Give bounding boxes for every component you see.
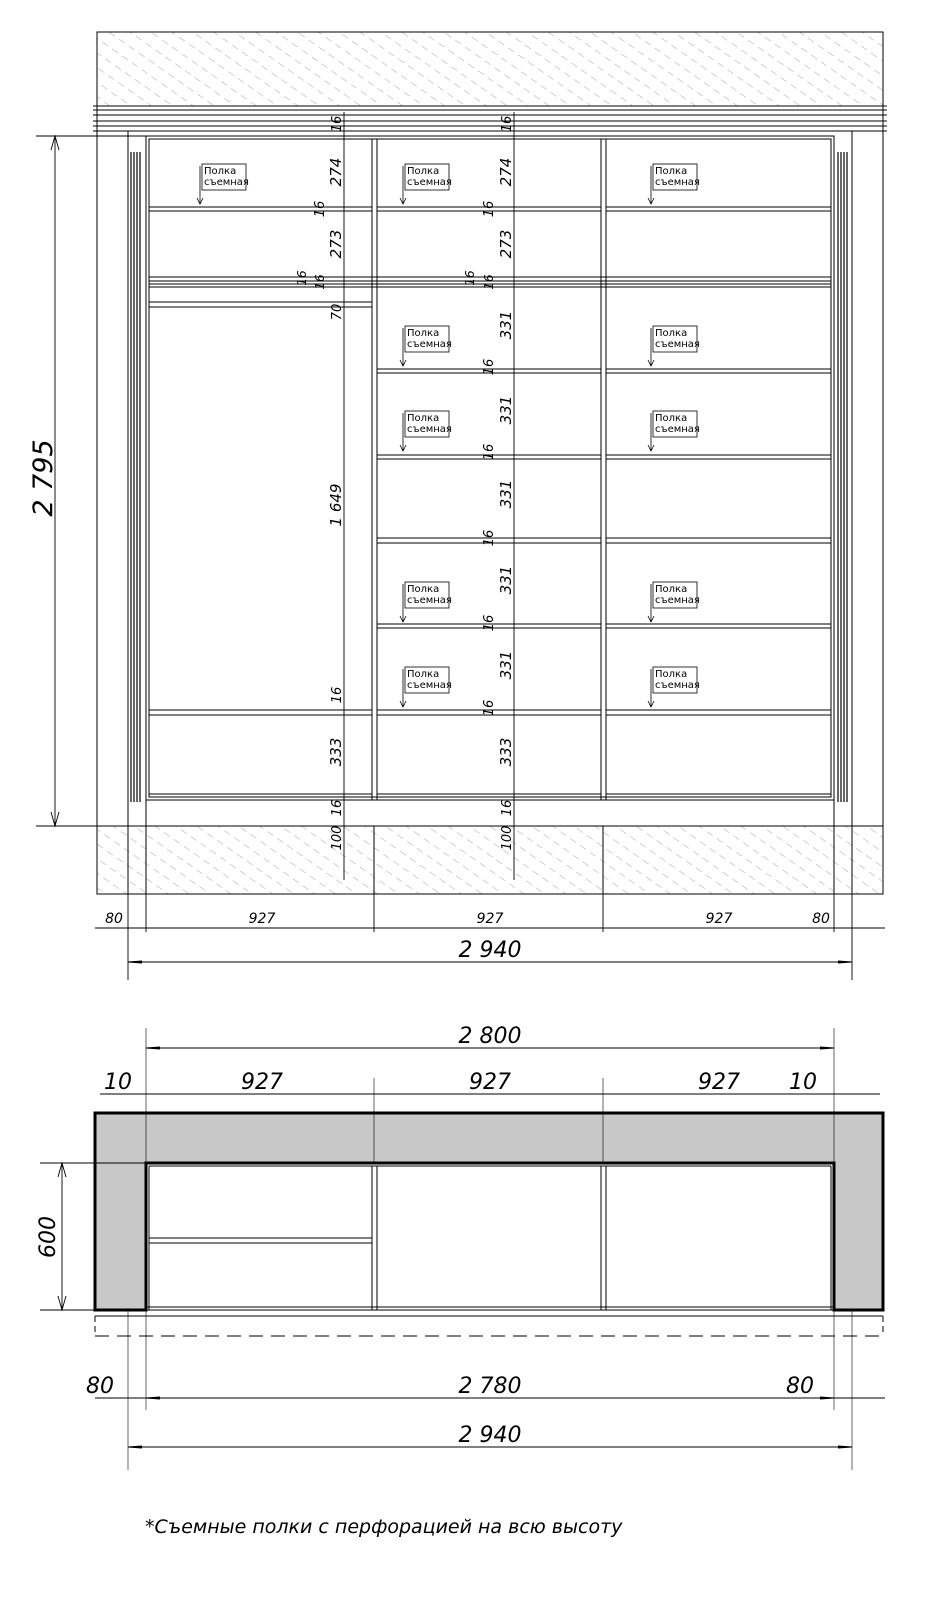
dim-mid-top-gap: 16 xyxy=(500,115,515,133)
dim-width-section-1: 927 xyxy=(248,911,276,927)
dim-mid-gap-1: 16 xyxy=(482,358,497,376)
label-line-1: Полка xyxy=(407,584,440,595)
ceiling-hatch xyxy=(97,32,883,106)
shelf-labels xyxy=(197,164,700,707)
dim-left-hanging: 1 649 xyxy=(327,483,345,527)
dim-mid-upper-2: 273 xyxy=(497,229,515,259)
label-line-2: съемная xyxy=(407,177,452,188)
dim-left-mid-gap-1: 16 xyxy=(295,270,309,286)
dim-plan-depth: 600 xyxy=(36,1216,61,1258)
dim-left-mid-gap-2: 16 xyxy=(313,274,327,290)
label-line-2: съемная xyxy=(407,595,452,606)
dim-left-upper-gap: 16 xyxy=(313,200,328,218)
dim-mid-gap-4: 16 xyxy=(482,614,497,632)
label-line-2: съемная xyxy=(655,177,700,188)
cornice xyxy=(93,106,887,131)
dim-mid-gap-2: 16 xyxy=(482,443,497,461)
label-line-2: съемная xyxy=(407,424,452,435)
dim-plan-right-gap: 10 xyxy=(789,1070,817,1095)
label-line-1: Полка xyxy=(655,584,688,595)
label-line-2: съемная xyxy=(655,424,700,435)
dim-width-total: 2 940 xyxy=(458,938,522,963)
dim-plan-right-wall: 80 xyxy=(786,1374,814,1399)
left-pilaster xyxy=(131,152,140,802)
dim-mid-section-5: 331 xyxy=(497,650,515,680)
removable-shelf-label xyxy=(648,667,700,707)
dim-mid-section-6: 333 xyxy=(497,737,515,767)
removable-shelf-label xyxy=(648,582,700,622)
floor-hatch xyxy=(97,826,883,894)
elevation-view xyxy=(28,32,887,980)
dim-mid-gap-5: 16 xyxy=(482,699,497,717)
label-line-1: Полка xyxy=(655,669,688,680)
removable-shelf-label xyxy=(197,164,249,204)
plan-wall xyxy=(95,1113,883,1310)
label-line-1: Полка xyxy=(407,669,440,680)
label-line-1: Полка xyxy=(407,166,440,177)
removable-shelf-label xyxy=(400,164,452,204)
label-line-2: съемная xyxy=(655,680,700,691)
dim-mid-gap-3: 16 xyxy=(482,529,497,547)
dim-mid-mid-gap-2: 16 xyxy=(482,274,496,290)
dim-left-top-gap: 16 xyxy=(330,115,345,133)
footnote: *Съемные полки с перфорацией на всю высоту xyxy=(145,1516,623,1538)
dim-left-bottom-gap: 16 xyxy=(330,686,345,704)
right-pilaster xyxy=(838,152,847,802)
dim-plan-left-gap: 10 xyxy=(104,1070,132,1095)
removable-shelf-label xyxy=(400,582,452,622)
label-line-1: Полка xyxy=(655,328,688,339)
plan-cabinet xyxy=(95,1163,883,1336)
label-line-1: Полка xyxy=(407,413,440,424)
dim-plan-section-3: 927 xyxy=(698,1070,740,1095)
label-line-2: съемная xyxy=(204,177,249,188)
dim-mid-upper-1: 274 xyxy=(497,157,515,187)
elevation-width-dims xyxy=(95,894,885,980)
dim-height-total: 2 795 xyxy=(28,439,59,517)
label-line-2: съемная xyxy=(407,339,452,350)
dim-plan-section-2: 927 xyxy=(469,1070,511,1095)
middle-column-dims xyxy=(463,116,515,851)
dim-left-plinth-gap: 16 xyxy=(330,799,345,817)
dim-left-upper-1: 274 xyxy=(327,157,345,187)
dim-left-rail-gap: 70 xyxy=(330,303,345,321)
dim-mid-mid-gap-1: 16 xyxy=(463,270,477,286)
dim-mid-section-2: 331 xyxy=(497,395,515,425)
removable-shelf-label xyxy=(648,164,700,204)
dim-left-plinth: 100 xyxy=(330,825,345,851)
left-column-dims xyxy=(295,116,345,851)
removable-shelf-label xyxy=(648,326,700,366)
label-line-2: съемная xyxy=(407,680,452,691)
vertical-dim-lines xyxy=(340,112,518,880)
side-walls xyxy=(97,131,883,826)
dim-mid-plinth-gap: 16 xyxy=(500,799,515,817)
dim-plan-section-1: 927 xyxy=(241,1070,283,1095)
plan-view xyxy=(36,1024,885,1470)
label-line-1: Полка xyxy=(204,166,237,177)
dim-mid-section-4: 331 xyxy=(497,565,515,595)
removable-shelf-label xyxy=(400,326,452,366)
dim-mid-section-3: 331 xyxy=(497,479,515,509)
dim-plan-cabinet-width: 2 780 xyxy=(458,1374,522,1399)
dim-left-lower: 333 xyxy=(327,737,345,767)
removable-shelf-label xyxy=(648,411,700,451)
label-line-1: Полка xyxy=(655,166,688,177)
dim-width-right-wall: 80 xyxy=(812,911,830,927)
label-line-1: Полка xyxy=(407,328,440,339)
dim-plan-total-width: 2 940 xyxy=(458,1423,522,1448)
label-line-2: съемная xyxy=(655,339,700,350)
dim-mid-upper-gap: 16 xyxy=(482,200,497,218)
removable-shelf-label xyxy=(400,411,452,451)
dim-width-section-2: 927 xyxy=(476,911,504,927)
dim-width-section-3: 927 xyxy=(705,911,733,927)
dim-plan-left-wall: 80 xyxy=(86,1374,114,1399)
label-line-2: съемная xyxy=(655,595,700,606)
dim-plan-inner-width: 2 800 xyxy=(458,1024,522,1049)
dim-width-left-wall: 80 xyxy=(105,911,123,927)
dim-left-upper-2: 273 xyxy=(327,229,345,259)
dim-mid-section-1: 331 xyxy=(497,310,515,340)
removable-shelf-label xyxy=(400,667,452,707)
label-line-1: Полка xyxy=(655,413,688,424)
dim-mid-plinth: 100 xyxy=(500,825,515,851)
